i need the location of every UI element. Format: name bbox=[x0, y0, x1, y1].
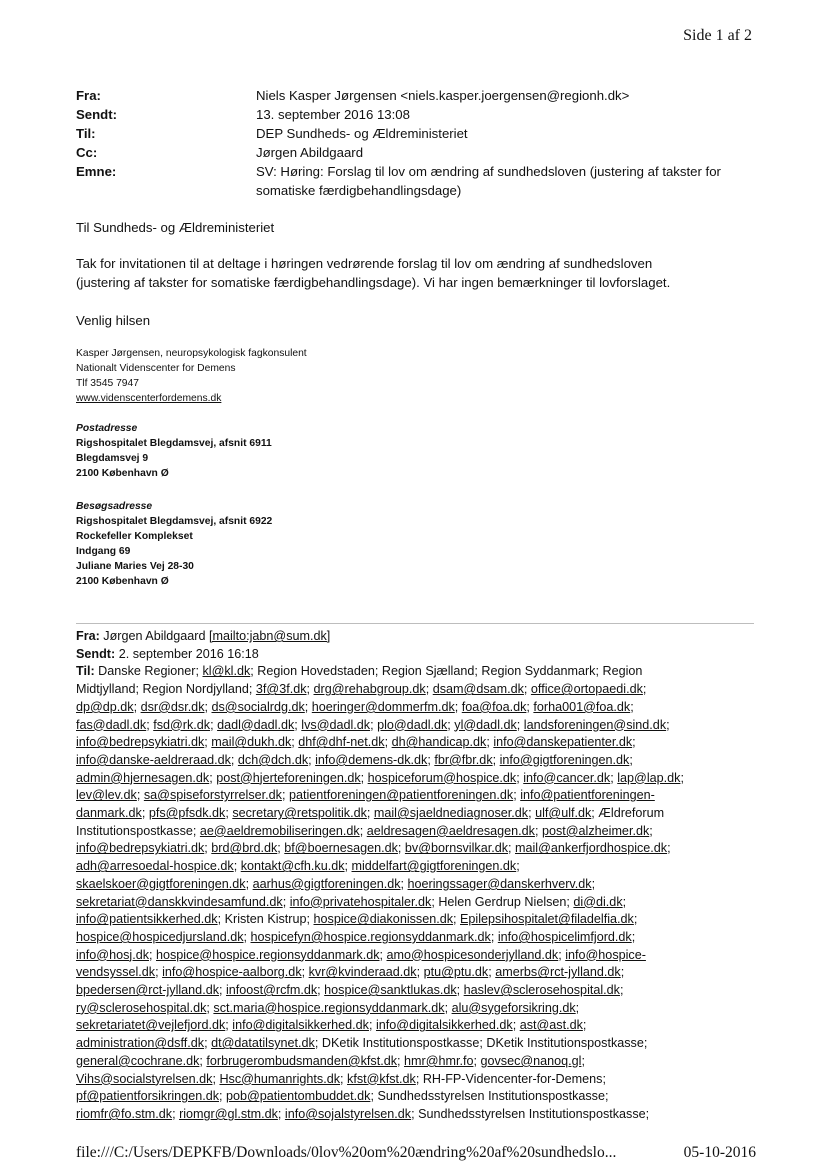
recipient-list bbox=[76, 663, 760, 1123]
recipient-email-link[interactable]: ae@aeldremobiliseringen.dk bbox=[199, 823, 360, 838]
recipient-email-link[interactable]: amo@hospicesonderjylland.dk bbox=[386, 947, 559, 962]
recipient-line: skaelskoer@gigtforeningen.dk; aarhus@gigtforeningen.dk; hoeringssager@danskerhverv.dk; bbox=[76, 876, 596, 891]
recipient-email-link[interactable]: adh@arresoedal-hospice.dk bbox=[76, 859, 234, 874]
footer-file-path: file:///C:/Users/DEPKFB/Downloads/0lov%20om%20ændring%20af%20sundhedslo... bbox=[76, 1144, 617, 1161]
recipient-email-link[interactable]: sekretariat@danskkvindesamfund.dk bbox=[76, 894, 283, 909]
recipient-line: Til: Danske Regioner; kl@kl.dk; Region Hovedstaden; Region Sjælland; Region Syddanmark; Region bbox=[76, 664, 643, 679]
recipient-line: Vihs@socialstyrelsen.dk; Hsc@humanrights.dk; kfst@kfst.dk; RH-FP-Videncenter-for-Demens; bbox=[76, 1071, 606, 1086]
recipient-line: info@bedrepsykiatri.dk; mail@dukh.dk; dhf@dhf-net.dk; dh@handicap.dk; info@danskepatienter.dk; bbox=[76, 735, 636, 750]
recipient-email-link[interactable]: riomgr@gl.stm.dk bbox=[179, 1106, 278, 1121]
postal-heading: Postadresse bbox=[76, 423, 138, 434]
recipient-email-link[interactable]: ast@ast.dk bbox=[519, 1018, 583, 1033]
recipient-email-link[interactable]: mail@sjaeldnediagnoser.dk bbox=[373, 806, 529, 821]
recipient-email-link[interactable]: skaelskoer@gigtforeningen.dk bbox=[76, 876, 246, 891]
recipient-email-link[interactable]: fas@dadl.dk bbox=[76, 717, 147, 732]
visit-line: Rockefeller Komplekset bbox=[76, 531, 193, 542]
fwd-from-row bbox=[76, 628, 760, 646]
header-from-row bbox=[76, 86, 766, 105]
recipient-email-link[interactable]: info@sojalstyrelsen.dk bbox=[284, 1106, 412, 1121]
recipient-email-link[interactable]: dp@dp.dk bbox=[76, 699, 134, 714]
recipient-email-link[interactable]: hoeringer@dommerfm.dk bbox=[311, 699, 455, 714]
recipient-line: sekretariat@danskkvindesamfund.dk; info@privatehospitaler.dk; Helen Gerdrup Nielsen; di@di.dk; bbox=[76, 894, 627, 909]
page-number: Side 1 af 2 bbox=[683, 27, 752, 44]
recipient-line: info@hosj.dk; hospice@hospice.regionsyddanmark.dk; amo@hospicesonderjylland.dk; info@hospice- bbox=[76, 947, 646, 962]
recipient-email-link[interactable]: Hsc@humanrights.dk bbox=[219, 1071, 341, 1086]
postal-line: Rigshospitalet Blegdamsvej, afsnit 6911 bbox=[76, 438, 272, 449]
recipient-line: ry@sclerosehospital.dk; sct.maria@hospice.regionsyddanmark.dk; alu@sygeforsikring.dk; bbox=[76, 1000, 580, 1015]
recipient-line: hospice@hospicedjursland.dk; hospicefyn@hospice.regionsyddanmark.dk; info@hospicelimfjord.dk; bbox=[76, 929, 636, 944]
from-value: Niels Kasper Jørgensen <niels.kasper.joergensen@regionh.dk> bbox=[256, 88, 630, 103]
recipient-line: bpedersen@rct-jylland.dk; infoost@rcfm.dk; hospice@sanktlukas.dk; haslev@sclerosehospital.dk; bbox=[76, 983, 624, 998]
recipient-email-link[interactable]: plo@dadl.dk bbox=[377, 717, 448, 732]
recipient-email-link[interactable]: pob@patientombuddet.dk bbox=[226, 1089, 371, 1104]
recipient-email-link[interactable]: sekretariatet@vejlefjord.dk bbox=[76, 1018, 226, 1033]
recipient-email-link[interactable]: dhf@dhf-net.dk bbox=[298, 735, 385, 750]
recipient-email-link[interactable]: haslev@sclerosehospital.dk bbox=[463, 983, 620, 998]
recipient-email-link[interactable]: kl@kl.dk bbox=[202, 664, 251, 679]
recipient-email-link[interactable]: bv@bornsvilkar.dk bbox=[404, 841, 509, 856]
recipient-email-link[interactable]: sa@spiseforstyrrelser.dk bbox=[143, 788, 282, 803]
recipient-email-link[interactable]: bpedersen@rct-jylland.dk bbox=[76, 983, 219, 998]
recipient-email-link[interactable]: admin@hjernesagen.dk bbox=[76, 770, 210, 785]
recipient-email-link[interactable]: mail@dukh.dk bbox=[211, 735, 292, 750]
signature-org: Nationalt Videnscenter for Demens bbox=[76, 363, 236, 374]
subject-line-2: somatiske færdigbehandlingsdage) bbox=[256, 183, 462, 198]
recipient-email-link[interactable]: office@ortopaedi.dk bbox=[530, 682, 643, 697]
recipient-email-link[interactable]: info@privatehospitaler.dk bbox=[289, 894, 432, 909]
recipient-email-link[interactable]: hospice@hospicedjursland.dk bbox=[76, 929, 244, 944]
to-label: Til: bbox=[76, 126, 96, 141]
fwd-from-label: Fra: bbox=[76, 629, 100, 643]
recipient-email-link[interactable]: info@digitalsikkerhed.dk bbox=[232, 1018, 369, 1033]
recipient-email-link[interactable]: info@gigtforeningen.dk bbox=[499, 752, 630, 767]
recipient-line: fas@dadl.dk; fsd@rk.dk; dadl@dadl.dk; lvs@dadl.dk; plo@dadl.dk; yl@dadl.dk; landsforeningen@sind.dk; bbox=[76, 717, 670, 732]
recipient-email-link[interactable]: ry@sclerosehospital.dk bbox=[76, 1000, 207, 1015]
recipient-line: administration@dsff.dk; dt@datatilsynet.dk; DKetik Institutionspostkasse; DKetik Institutionspostkasse; bbox=[76, 1036, 648, 1051]
recipient-email-link[interactable]: info@bedrepsykiatri.dk bbox=[76, 735, 205, 750]
recipient-email-link[interactable]: kontakt@cfh.ku.dk bbox=[240, 859, 345, 874]
recipient-email-link[interactable]: pf@patientforsikringen.dk bbox=[76, 1089, 219, 1104]
recipient-email-link[interactable]: drg@rehabgroup.dk bbox=[313, 682, 426, 697]
recipient-line: riomfr@fo.stm.dk; riomgr@gl.stm.dk; info@sojalstyrelsen.dk; Sundhedsstyrelsen Institutionspostkasse; bbox=[76, 1106, 650, 1121]
visit-line: 2100 København Ø bbox=[76, 576, 169, 587]
recipient-email-link[interactable]: dh@handicap.dk bbox=[391, 735, 487, 750]
recipient-email-link[interactable]: dadl@dadl.dk bbox=[217, 717, 295, 732]
print-footer bbox=[76, 1144, 756, 1162]
recipient-email-link[interactable]: danmark.dk bbox=[76, 806, 142, 821]
recipient-email-link[interactable]: info@hospice- bbox=[565, 947, 646, 962]
fwd-to-label: Til: bbox=[76, 664, 95, 679]
greeting: Til Sundheds- og Ældreministeriet bbox=[76, 220, 275, 235]
recipient-email-link[interactable]: foa@foa.dk bbox=[461, 699, 527, 714]
header-subject-row bbox=[76, 162, 766, 200]
recipient-email-link[interactable]: info@hospicelimfjord.dk bbox=[497, 929, 632, 944]
paragraph-line-1: Tak for invitationen til at deltage i høringen vedrørende forslag til lov om ændring af sundhedsloven bbox=[76, 256, 653, 271]
recipient-email-link[interactable]: hoeringssager@danskerhverv.dk bbox=[407, 876, 592, 891]
recipient-email-link[interactable]: hospice@sanktlukas.dk bbox=[324, 983, 457, 998]
recipient-email-link[interactable]: ptu@ptu.dk bbox=[423, 965, 489, 980]
recipient-email-link[interactable]: mail@ankerfjordhospice.dk bbox=[515, 841, 668, 856]
header-cc-row bbox=[76, 143, 766, 162]
paragraph-line-2: (justering af takster for somatiske færdigbehandlingsdage). Vi har ingen bemærkninger til lovforslaget. bbox=[76, 275, 671, 290]
recipient-email-link[interactable]: amerbs@rct-jylland.dk bbox=[495, 965, 621, 980]
recipient-email-link[interactable]: govsec@nanoq.gl bbox=[480, 1053, 582, 1068]
closing: Venlig hilsen bbox=[76, 313, 151, 328]
recipient-email-link[interactable]: landsforeningen@sind.dk bbox=[523, 717, 667, 732]
recipient-email-link[interactable]: forbrugerombudsmanden@kfst.dk bbox=[206, 1053, 397, 1068]
signature-phone: Tlf 3545 7947 bbox=[76, 378, 139, 389]
signature-website-link[interactable]: www.videnscenterfordemens.dk bbox=[76, 393, 222, 404]
recipient-line: adh@arresoedal-hospice.dk; kontakt@cfh.ku.dk; middelfart@gigtforeningen.dk; bbox=[76, 859, 520, 874]
recipient-email-link[interactable]: info@cancer.dk bbox=[523, 770, 611, 785]
recipient-email-link[interactable]: vendsyssel.dk bbox=[76, 965, 156, 980]
recipient-email-link[interactable]: fsd@rk.dk bbox=[153, 717, 211, 732]
recipient-email-link[interactable]: post@alzheimer.dk bbox=[541, 823, 650, 838]
recipient-email-link[interactable]: hospicefyn@hospice.regionsyddanmark.dk bbox=[250, 929, 491, 944]
recipient-email-link[interactable]: lap@lap.dk bbox=[617, 770, 681, 785]
fwd-mailto-link[interactable]: [mailto:jabn@sum.dk] bbox=[209, 629, 331, 643]
recipient-line: lev@lev.dk; sa@spiseforstyrrelser.dk; patientforeningen@patientforeningen.dk; info@patientforeningen- bbox=[76, 788, 655, 803]
recipient-email-link[interactable]: dch@dch.dk bbox=[237, 752, 309, 767]
recipient-line: info@patientsikkerhed.dk; Kristen Kistrup; hospice@diakonissen.dk; Epilepsihospitalet@filadelfia.dk; bbox=[76, 912, 638, 927]
recipient-email-link[interactable]: secretary@retspolitik.dk bbox=[232, 806, 367, 821]
recipient-email-link[interactable]: aarhus@gigtforeningen.dk bbox=[252, 876, 401, 891]
recipient-email-link[interactable]: info@danske-aeldreraad.dk bbox=[76, 752, 231, 767]
recipient-email-link[interactable]: patientforeningen@patientforeningen.dk bbox=[288, 788, 514, 803]
recipient-email-link[interactable]: pfs@pfsdk.dk bbox=[148, 806, 226, 821]
recipient-email-link[interactable]: dsr@dsr.dk bbox=[140, 699, 205, 714]
recipient-line: vendsyssel.dk; info@hospice-aalborg.dk; kvr@kvinderaad.dk; ptu@ptu.dk; amerbs@rct-jylland.dk; bbox=[76, 965, 625, 980]
signature-block bbox=[76, 346, 307, 406]
recipient-email-link[interactable]: ulf@ulf.dk bbox=[535, 806, 592, 821]
header-sent-row bbox=[76, 105, 766, 124]
recipient-email-link[interactable]: hospiceforum@hospice.dk bbox=[367, 770, 517, 785]
postal-line: Blegdamsvej 9 bbox=[76, 453, 149, 464]
forwarded-message bbox=[76, 628, 760, 1124]
postal-line: 2100 København Ø bbox=[76, 468, 169, 479]
subject-label: Emne: bbox=[76, 164, 117, 179]
cc-label: Cc: bbox=[76, 145, 98, 160]
sent-label: Sendt: bbox=[76, 107, 118, 122]
recipient-line: Institutionspostkasse; ae@aeldremobiliseringen.dk; aeldresagen@aeldresagen.dk; post@alzheimer.dk; bbox=[76, 823, 653, 838]
recipient-email-link[interactable]: bf@boernesagen.dk bbox=[284, 841, 398, 856]
header-to-row bbox=[76, 124, 766, 143]
recipient-email-link[interactable]: Vihs@socialstyrelsen.dk bbox=[76, 1071, 213, 1086]
recipient-email-link[interactable]: info@bedrepsykiatri.dk bbox=[76, 841, 205, 856]
visit-line: Rigshospitalet Blegdamsvej, afsnit 6922 bbox=[76, 516, 273, 527]
visit-address bbox=[76, 499, 272, 589]
recipient-email-link[interactable]: fbr@fbr.dk bbox=[434, 752, 493, 767]
recipient-email-link[interactable]: Epilepsihospitalet@filadelfia.dk bbox=[460, 912, 634, 927]
sent-value: 13. september 2016 13:08 bbox=[256, 107, 410, 122]
recipient-email-link[interactable]: dt@datatilsynet.dk bbox=[211, 1036, 315, 1051]
recipient-email-link[interactable]: aeldresagen@aeldresagen.dk bbox=[366, 823, 535, 838]
recipient-email-link[interactable]: dsam@dsam.dk bbox=[432, 682, 524, 697]
recipient-line: dp@dp.dk; dsr@dsr.dk; ds@socialrdg.dk; hoeringer@dommerfm.dk; foa@foa.dk; forha001@foa.dk; bbox=[76, 699, 634, 714]
recipient-email-link[interactable]: yl@dadl.dk bbox=[454, 717, 517, 732]
recipient-email-link[interactable]: info@demens-dk.dk bbox=[315, 752, 428, 767]
recipient-email-link[interactable]: kfst@kfst.dk bbox=[347, 1071, 416, 1086]
recipient-email-link[interactable]: forha001@foa.dk bbox=[533, 699, 631, 714]
visit-heading: Besøgsadresse bbox=[76, 501, 153, 512]
recipient-email-link[interactable]: middelfart@gigtforeningen.dk bbox=[351, 859, 517, 874]
recipient-email-link[interactable]: general@cochrane.dk bbox=[76, 1053, 200, 1068]
recipient-email-link[interactable]: lev@lev.dk bbox=[76, 788, 137, 803]
recipient-email-link[interactable]: administration@dsff.dk bbox=[76, 1036, 205, 1051]
subject-value bbox=[256, 162, 766, 200]
subject-line-1: SV: Høring: Forslag til lov om ændring af sundhedsloven (justering af takster for bbox=[256, 164, 721, 179]
cc-value: Jørgen Abildgaard bbox=[256, 145, 364, 160]
recipient-email-link[interactable]: brd@brd.dk bbox=[211, 841, 278, 856]
fwd-from-name: Jørgen Abildgaard bbox=[103, 629, 206, 643]
fwd-sent-value: 2. september 2016 16:18 bbox=[118, 646, 259, 661]
recipient-email-link[interactable]: info@hospice-aalborg.dk bbox=[162, 965, 302, 980]
from-label: Fra: bbox=[76, 88, 101, 103]
recipient-email-link[interactable]: infoost@rcfm.dk bbox=[226, 983, 318, 998]
recipient-email-link[interactable]: info@danskepatienter.dk bbox=[493, 735, 633, 750]
recipient-email-link[interactable]: info@patientforeningen- bbox=[520, 788, 655, 803]
recipient-line: info@danske-aeldreraad.dk; dch@dch.dk; info@demens-dk.dk; fbr@fbr.dk; info@gigtforeningen.dk; bbox=[76, 752, 633, 767]
recipient-email-link[interactable]: hospice@diakonissen.dk bbox=[313, 912, 454, 927]
recipient-line: sekretariatet@vejlefjord.dk; info@digitalsikkerhed.dk; info@digitalsikkerhed.dk; ast@ast.dk; bbox=[76, 1018, 587, 1033]
recipient-line: pf@patientforsikringen.dk; pob@patientombuddet.dk; Sundhedsstyrelsen Institutionspostkasse; bbox=[76, 1089, 609, 1104]
to-value: DEP Sundheds- og Ældreministeriet bbox=[256, 126, 468, 141]
fwd-sent-label: Sendt: bbox=[76, 646, 116, 661]
postal-address bbox=[76, 421, 272, 481]
recipient-email-link[interactable]: riomfr@fo.stm.dk bbox=[76, 1106, 173, 1121]
recipient-email-link[interactable]: info@patientsikkerhed.dk bbox=[76, 912, 218, 927]
visit-line: Indgang 69 bbox=[76, 546, 131, 557]
recipient-line: general@cochrane.dk; forbrugerombudsmanden@kfst.dk; hmr@hmr.fo; govsec@nanoq.gl; bbox=[76, 1053, 585, 1068]
recipient-email-link[interactable]: hmr@hmr.fo bbox=[404, 1053, 474, 1068]
recipient-line: danmark.dk; pfs@pfsdk.dk; secretary@retspolitik.dk; mail@sjaeldnediagnoser.dk; ulf@ulf.dk; Ældreforum bbox=[76, 806, 665, 821]
visit-line: Juliane Maries Vej 28-30 bbox=[76, 561, 194, 572]
recipient-line: Midtjylland; Region Nordjylland; 3f@3f.dk; drg@rehabgroup.dk; dsam@dsam.dk; office@ortopaedi.dk; bbox=[76, 682, 647, 697]
recipient-email-link[interactable]: sct.maria@hospice.regionsyddanmark.dk bbox=[213, 1000, 445, 1015]
email-header bbox=[76, 86, 766, 200]
recipient-email-link[interactable]: info@hosj.dk bbox=[76, 947, 149, 962]
recipient-email-link[interactable]: post@hjerteforeningen.dk bbox=[216, 770, 361, 785]
message-paragraph bbox=[76, 254, 756, 292]
recipient-email-link[interactable]: kvr@kvinderaad.dk bbox=[308, 965, 417, 980]
fwd-sent-row bbox=[76, 646, 760, 664]
recipient-email-link[interactable]: ds@socialrdg.dk bbox=[211, 699, 305, 714]
recipient-line: info@bedrepsykiatri.dk; brd@brd.dk; bf@boernesagen.dk; bv@bornsvilkar.dk; mail@ankerfjordhospice.dk; bbox=[76, 841, 671, 856]
recipient-email-link[interactable]: alu@sygeforsikring.dk bbox=[451, 1000, 576, 1015]
recipient-email-link[interactable]: info@digitalsikkerhed.dk bbox=[375, 1018, 513, 1033]
recipient-email-link[interactable]: lvs@dadl.dk bbox=[301, 717, 371, 732]
divider bbox=[76, 623, 754, 624]
signature-name: Kasper Jørgensen, neuropsykologisk fagkonsulent bbox=[76, 348, 307, 359]
footer-date: 05-10-2016 bbox=[683, 1144, 756, 1161]
recipient-email-link[interactable]: di@di.dk bbox=[573, 894, 623, 909]
recipient-email-link[interactable]: hospice@hospice.regionsyddanmark.dk bbox=[156, 947, 380, 962]
recipient-line: admin@hjernesagen.dk; post@hjerteforeningen.dk; hospiceforum@hospice.dk; info@cancer.dk; lap@lap.dk; bbox=[76, 770, 684, 785]
recipient-email-link[interactable]: 3f@3f.dk bbox=[255, 682, 307, 697]
